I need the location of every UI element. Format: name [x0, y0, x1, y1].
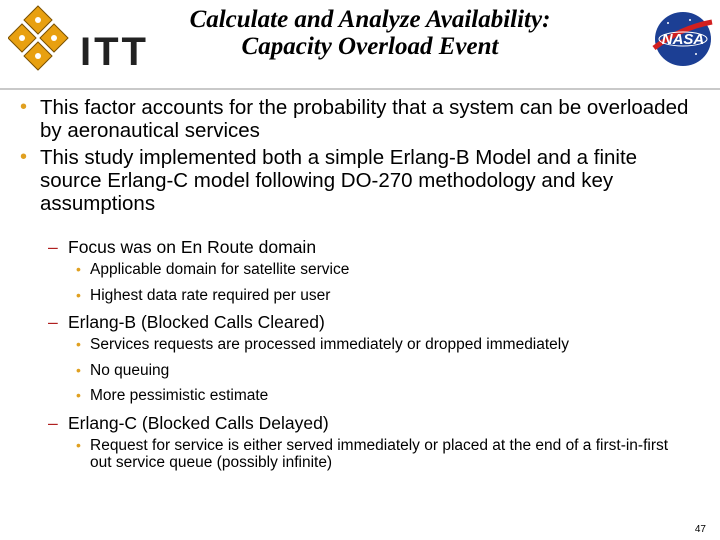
sub-bullet-3	[0, 413, 720, 434]
sub-sub-bullet-text: More pessimistic estimate	[90, 387, 269, 404]
sub-sub-bullet	[0, 437, 720, 472]
sub-bullet-text: Erlang-C (Blocked Calls Delayed)	[68, 412, 329, 433]
bullet-dot-icon: •	[76, 387, 81, 403]
itt-logo	[8, 4, 158, 76]
itt-emblem-icon	[8, 4, 78, 76]
sub-bullet-text: Erlang-B (Blocked Calls Cleared)	[68, 312, 325, 332]
bullet-dot-icon: •	[20, 146, 28, 168]
slide-body	[0, 96, 720, 480]
bullet-dot-icon: •	[76, 261, 81, 277]
dash-icon: –	[48, 312, 58, 332]
bullet-dot-icon: •	[20, 96, 28, 118]
nasa-logo	[650, 8, 716, 70]
bullet-dot-icon: •	[76, 336, 81, 352]
title-line-1: Calculate and Analyze Availability:	[189, 6, 551, 33]
sub-sub-bullet	[0, 387, 720, 405]
sub-bullet-text: Focus was on En Route domain	[68, 237, 317, 257]
itt-logo-text: ITT	[80, 30, 149, 74]
sub-bullet-2	[0, 312, 720, 333]
bullet-dot-icon: •	[76, 361, 81, 378]
title-line-2: Capacity Overload Event	[241, 33, 499, 60]
sub-sub-bullet-text: Applicable domain for satellite service	[90, 261, 350, 278]
bullet-1	[0, 96, 720, 142]
sub-sub-bullet	[0, 362, 720, 380]
dash-icon: –	[48, 237, 58, 257]
page-number: 47	[694, 524, 706, 535]
bullet-dot-icon: •	[76, 436, 81, 453]
sub-sub-bullet	[0, 261, 720, 279]
bullet-dot-icon: •	[76, 286, 81, 303]
sub-sub-bullet	[0, 336, 720, 354]
bullet-text: This study implemented both a simple Erlang-B Model and a finite source Erlang-C model following DO-270 methodology and key assumptions	[40, 146, 638, 215]
sub-sub-bullet	[0, 287, 720, 305]
header-divider	[0, 88, 720, 90]
slide-title	[180, 6, 560, 60]
sub-sub-bullet-text: No queuing	[90, 361, 170, 379]
bullet-2	[0, 146, 720, 215]
sub-sub-bullet-text: Request for service is either served immediately or placed at the end of a first-in-first out service queue (possibly infinite)	[90, 436, 669, 471]
sub-sub-bullet-text: Highest data rate required per user	[90, 286, 331, 304]
sub-sub-bullet-text: Services requests are processed immediately or dropped immediately	[90, 336, 569, 353]
nasa-meatball-icon	[650, 8, 716, 70]
slide-header	[0, 0, 720, 86]
bullet-text: This factor accounts for the probability that a system can be overloaded by aeronautical services	[40, 96, 689, 142]
sub-bullet-1	[0, 237, 720, 258]
nasa-logo-text: NASA	[661, 31, 705, 48]
dash-icon: –	[48, 412, 58, 433]
